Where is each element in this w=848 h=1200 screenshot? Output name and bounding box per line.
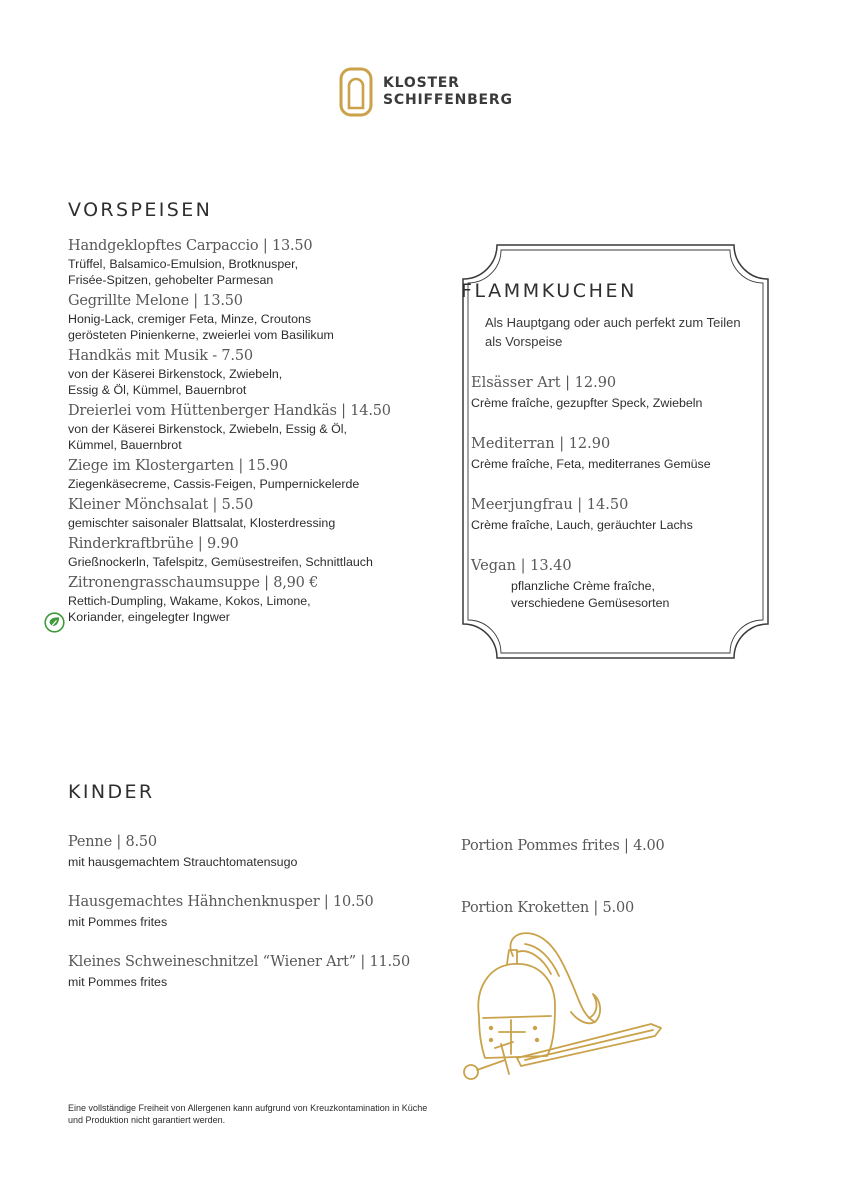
- list-item: [68, 832, 448, 870]
- vegan-leaf-icon: [44, 612, 65, 633]
- dish-name: Hausgemachtes Hähnchenknusper | 10.50: [68, 894, 374, 910]
- list-item: [471, 373, 760, 412]
- dish-description: Grießnockerln, Tafelspitz, Gemüsestreifen, Schnittlauch: [68, 555, 373, 569]
- dish-name: Dreierlei vom Hüttenberger Handkäs | 14.50: [68, 403, 391, 419]
- dish-description: Rettich-Dumpling, Wakame, Kokos, Limone, Koriander, eingelegter Ingwer: [68, 594, 311, 624]
- dish-name: Handkäs mit Musik - 7.50: [68, 348, 253, 364]
- section-title-kinder: KINDER: [68, 781, 155, 803]
- dish-name: Mediterran | 12.90: [471, 436, 611, 452]
- dish-name: Ziege im Klostergarten | 15.90: [68, 458, 288, 474]
- side-item: [461, 898, 634, 918]
- dish-description: von der Käserei Birkenstock, Zwiebeln, Essig & Öl, Kümmel, Bauernbrot: [68, 367, 283, 397]
- flammkuchen-box: [461, 243, 770, 660]
- brand-name-line1: KLOSTER: [383, 75, 460, 91]
- allergen-note: Eine vollständige Freiheit von Allergenen kann aufgrund von Kreuzkontamination in Küche und Produktion nicht garantiert werden.: [68, 1103, 428, 1125]
- dish-description: pflanzliche Crème fraîche, verschiedene Gemüsesorten: [511, 579, 670, 610]
- dish-name: Kleines Schweineschnitzel “Wiener Art” | 11.50: [68, 954, 410, 970]
- side-name: Portion Pommes frites | 4.00: [461, 838, 665, 854]
- list-item: [68, 534, 448, 570]
- dish-description: mit Pommes frites: [68, 915, 168, 929]
- dish-name: Zitronengrasschaumsuppe | 8,90 €: [68, 575, 319, 591]
- dish-description: Crème fraîche, gezupfter Speck, Zwiebeln: [471, 396, 703, 410]
- list-item: [68, 495, 448, 531]
- side-item: [461, 836, 665, 856]
- brand-emblem-icon: [338, 66, 374, 118]
- dish-name: Rinderkraftbrühe | 9.90: [68, 536, 239, 552]
- dish-description: mit hausgemachtem Strauchtomatensugo: [68, 855, 298, 869]
- list-item: [68, 401, 448, 453]
- dish-name: Vegan | 13.40: [471, 558, 572, 574]
- kinder-list: [68, 832, 448, 1012]
- list-item: [68, 892, 448, 930]
- dish-name: Meerjungfrau | 14.50: [471, 497, 629, 513]
- dish-description: gemischter saisonaler Blattsalat, Klosterdressing: [68, 516, 336, 530]
- dish-name: Kleiner Mönchsalat | 5.50: [68, 497, 254, 513]
- dish-description: Crème fraîche, Feta, mediterranes Gemüse: [471, 457, 711, 471]
- dish-name: Penne | 8.50: [68, 834, 157, 850]
- list-item: [68, 573, 448, 625]
- dish-description: mit Pommes frites: [68, 975, 168, 989]
- dish-description: von der Käserei Birkenstock, Zwiebeln, Essig & Öl, Kümmel, Bauernbrot: [68, 422, 347, 452]
- section-title-vorspeisen: VORSPEISEN: [68, 199, 213, 221]
- list-item: [68, 236, 448, 288]
- brand-logo: [338, 66, 513, 118]
- knight-helmet-sword-illustration: [455, 928, 670, 1086]
- dish-name: Gegrillte Melone | 13.50: [68, 293, 243, 309]
- brand-name-line2: SCHIFFENBERG: [383, 92, 513, 108]
- dish-name: Handgeklopftes Carpaccio | 13.50: [68, 238, 313, 254]
- flammkuchen-subtitle: Als Hauptgang oder auch perfekt zum Teilen als Vorspeise: [485, 315, 741, 349]
- flammkuchen-title: FLAMMKUCHEN: [461, 280, 637, 302]
- list-item: [471, 495, 760, 534]
- list-item: [68, 346, 448, 398]
- dish-description: Ziegenkäsecreme, Cassis-Feigen, Pumpernickelerde: [68, 477, 360, 491]
- list-item: [68, 456, 448, 492]
- dish-name: Elsässer Art | 12.90: [471, 375, 617, 391]
- vorspeisen-list: [68, 236, 448, 628]
- dish-description: Crème fraîche, Lauch, geräuchter Lachs: [471, 518, 693, 532]
- list-item: [68, 952, 448, 990]
- list-item: [471, 556, 760, 612]
- list-item: [68, 291, 448, 343]
- list-item: [471, 434, 760, 473]
- side-name: Portion Kroketten | 5.00: [461, 900, 634, 916]
- dish-description: Honig-Lack, cremiger Feta, Minze, Croutons gerösteten Pinienkerne, zweierlei vom Basilikum: [68, 312, 334, 342]
- dish-description: Trüffel, Balsamico-Emulsion, Brotknusper, Frisée-Spitzen, gehobelter Parmesan: [68, 257, 299, 287]
